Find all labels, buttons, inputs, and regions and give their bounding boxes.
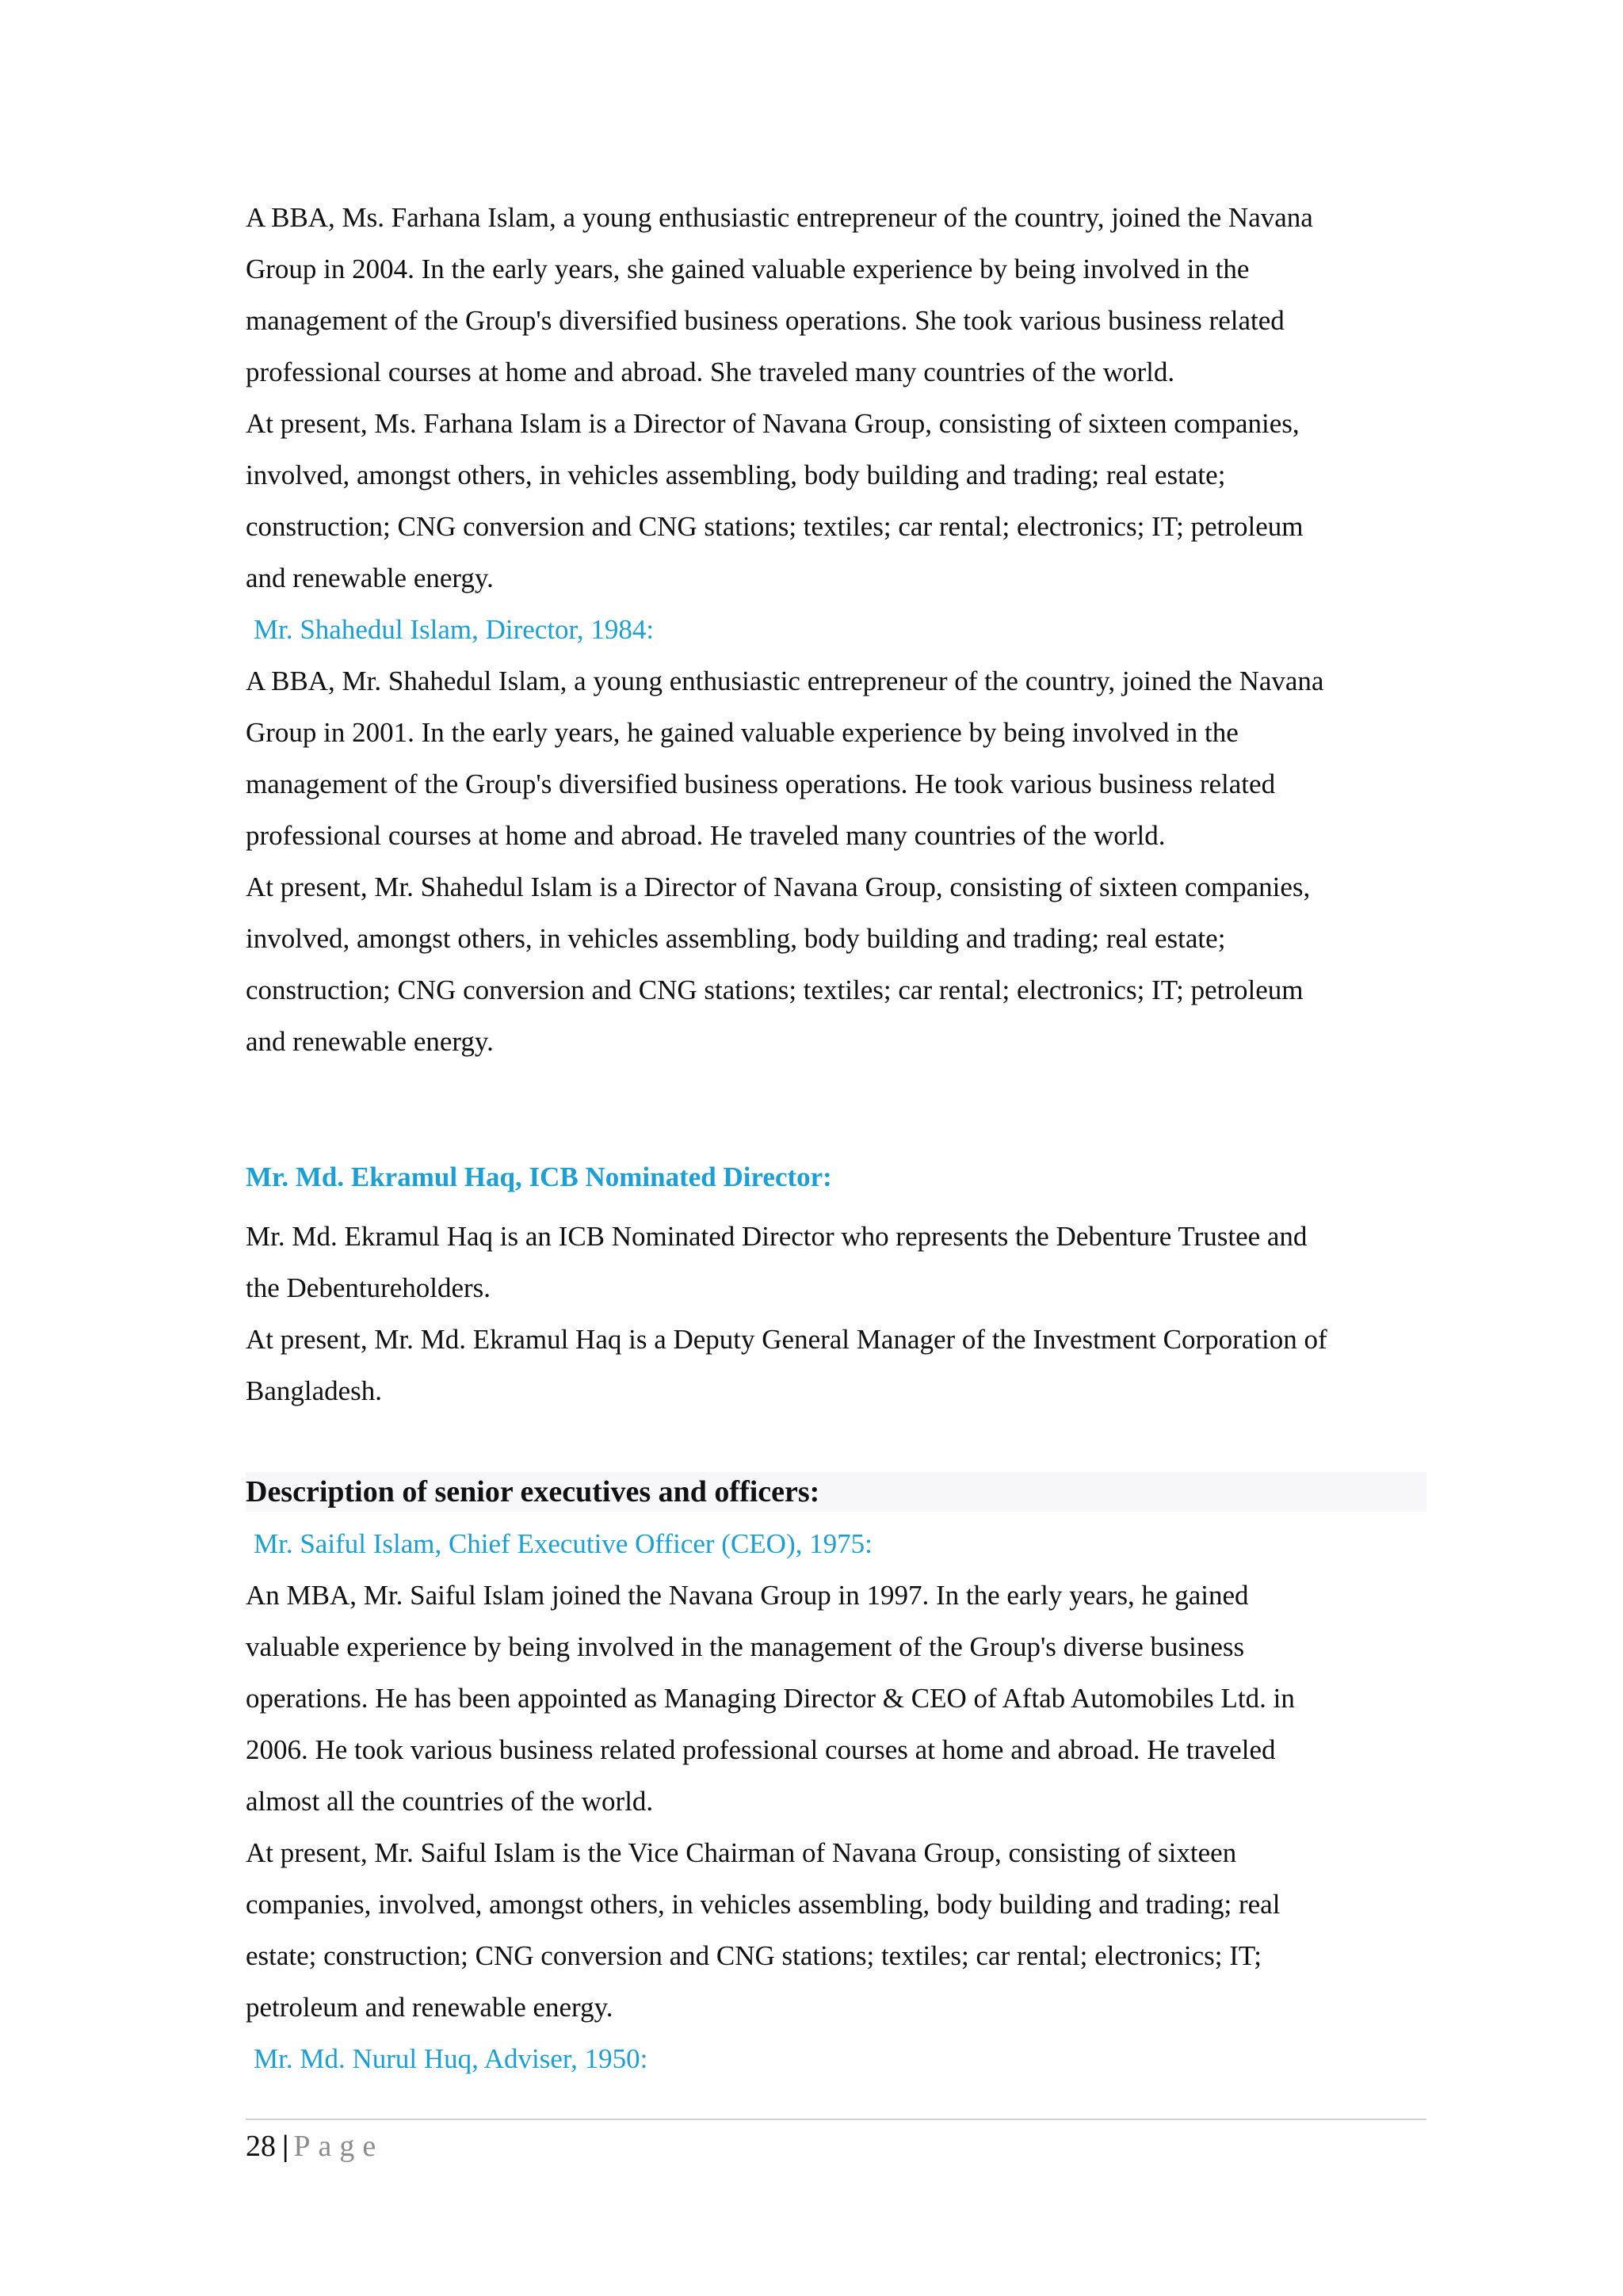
body-line: management of the Group's diversified business operations. He took various business related [246, 769, 1276, 799]
body-line: valuable experience by being involved in the management of the Group's diverse business [246, 1631, 1245, 1662]
body-line: Mr. Md. Ekramul Haq is an ICB Nominated Director who represents the Debenture Trustee and [246, 1221, 1308, 1252]
body-line: professional courses at home and abroad. He traveled many countries of the world. [246, 820, 1166, 851]
body-line: the Debentureholders. [246, 1272, 491, 1303]
body-line: A BBA, Ms. Farhana Islam, a young enthusiastic entrepreneur of the country, joined the Navana [246, 202, 1313, 233]
footer-divider [246, 2119, 1426, 2120]
body-line: involved, amongst others, in vehicles assembling, body building and trading; real estate; [246, 460, 1226, 490]
body-line: almost all the countries of the world. [246, 1786, 654, 1817]
body-line: Group in 2001. In the early years, he gained valuable experience by being involved in the [246, 717, 1239, 748]
shahedul-bio [246, 604, 1426, 1067]
body-line: involved, amongst others, in vehicles assembling, body building and trading; real estate; [246, 923, 1226, 954]
body-line: An MBA, Mr. Saiful Islam joined the Navana Group in 1997. In the early years, he gained [246, 1580, 1249, 1611]
body-line: At present, Ms. Farhana Islam is a Director of Navana Group, consisting of sixteen companies, [246, 408, 1300, 439]
section-heading-executives: Description of senior executives and officers: [246, 1472, 1426, 1512]
footer-separator: | [282, 2130, 289, 2163]
page-content [246, 192, 1426, 2084]
body-line: and renewable energy. [246, 563, 494, 593]
executives-section [246, 1472, 1426, 2084]
body-line: petroleum and renewable energy. [246, 1992, 613, 2023]
body-line: At present, Mr. Saiful Islam is the Vice Chairman of Navana Group, consisting of sixteen [246, 1837, 1237, 1868]
body-line: operations. He has been appointed as Managing Director & CEO of Aftab Automobiles Ltd. in [246, 1683, 1295, 1714]
body-line: professional courses at home and abroad. She traveled many countries of the world. [246, 357, 1175, 387]
body-line: A BBA, Mr. Shahedul Islam, a young enthusiastic entrepreneur of the country, joined the Navana [246, 666, 1324, 696]
page-label: Page [293, 2130, 384, 2163]
body-line: estate; construction; CNG conversion and CNG stations; textiles; car rental; electronics; IT; [246, 1940, 1262, 1971]
body-line: Bangladesh. [246, 1375, 383, 1406]
body-line: management of the Group's diversified business operations. She took various business related [246, 305, 1285, 336]
body-line: and renewable energy. [246, 1026, 494, 1057]
director-heading-shahedul: Mr. Shahedul Islam, Director, 1984: [254, 614, 655, 645]
body-line: At present, Mr. Md. Ekramul Haq is a Deputy General Manager of the Investment Corporation of [246, 1324, 1327, 1355]
page-footer [246, 2126, 384, 2166]
body-line: construction; CNG conversion and CNG stations; textiles; car rental; electronics; IT; petroleum [246, 511, 1304, 542]
page-number: 28 [246, 2130, 276, 2163]
body-line: companies, involved, amongst others, in vehicles assembling, body building and trading; real [246, 1889, 1281, 1920]
director-heading-ekramul: Mr. Md. Ekramul Haq, ICB Nominated Director: [246, 1161, 832, 1192]
executive-heading-saiful: Mr. Saiful Islam, Chief Executive Officer (CEO), 1975: [254, 1528, 873, 1559]
farhana-bio [246, 192, 1426, 604]
ekramul-bio [246, 1151, 1426, 1417]
executive-heading-nurul: Mr. Md. Nurul Huq, Adviser, 1950: [254, 2043, 648, 2074]
body-line: Group in 2004. In the early years, she gained valuable experience by being involved in the [246, 254, 1250, 284]
body-line: At present, Mr. Shahedul Islam is a Director of Navana Group, consisting of sixteen companies, [246, 871, 1311, 902]
body-line: 2006. He took various business related professional courses at home and abroad. He traveled [246, 1734, 1276, 1765]
body-line: construction; CNG conversion and CNG stations; textiles; car rental; electronics; IT; petroleum [246, 974, 1304, 1005]
